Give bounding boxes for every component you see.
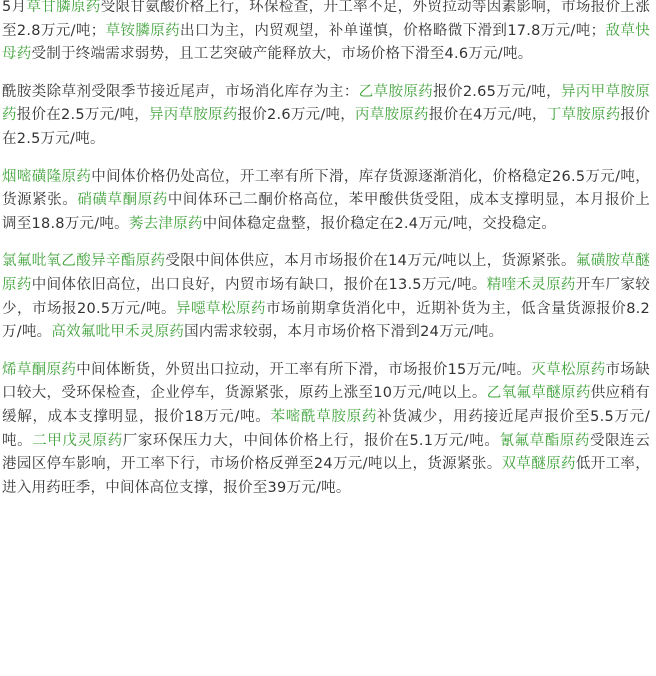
product-name-highlight: 丁草胺原药 (546, 107, 621, 124)
product-name-highlight: 草甘膦原药 (26, 0, 101, 15)
product-name-highlight: 莠去津原药 (128, 215, 203, 232)
body-text: 厂家环保压力大，中间体价格上行，报价在5.1万元/吨。 (122, 432, 500, 449)
product-name-highlight: 苯嘧酰草胺原药 (270, 408, 378, 425)
product-name-highlight: 异噁草松原药 (176, 300, 267, 317)
body-text: 受限中间体供应，本月市场报价在14万元/吨以上，货源紧张。 (165, 253, 576, 270)
product-name-highlight: 敌草快母药 (2, 22, 651, 63)
body-text: 补货减少，用药接近尾声报价至5.5万元/吨。 (2, 408, 650, 449)
product-name-highlight: 精喹禾灵原药 (486, 276, 576, 293)
body-text: 受限甘氨酸价格上行，环保检查，开工率不足，外贸拉动等因素影响，市场报价上涨至2.8万元/吨； (2, 0, 651, 39)
body-text: 报价在2.5万元/吨。 (2, 107, 651, 147)
product-name-highlight: 乙草胺原药 (358, 83, 434, 100)
body-text: 国内需求较弱，本月市场价格下滑到24万元/吨。 (184, 324, 504, 341)
body-text: 出口为主，内贸观望，补单谨慎，价格略微下滑到17.8万元/吨； (180, 22, 606, 39)
paragraph-gap (2, 67, 650, 81)
body-text: 受制于终端需求弱势，且工艺突破产能释放大，市场价格下滑至4.6万元/吨。 (31, 46, 533, 63)
body-text: 报价在2.5万元/吨， (16, 107, 150, 124)
product-name-highlight: 异丙甲草胺原药 (2, 83, 651, 124)
body-text: 中间体依旧高位，出口良好，内贸市场有缺口，报价在13.5万元/吨。 (31, 276, 487, 293)
body-text: 报价2.65万元/吨， (433, 83, 561, 100)
body-text: 供应稍有缓解，成本支撑明显，报价18万元/吨。 (2, 385, 650, 425)
product-name-highlight: 氟磺胺草醚原药 (2, 253, 651, 293)
product-name-highlight: 氰氟草酯原药 (499, 432, 590, 449)
body-text: 中间体价格仍处高位，开工率有所下滑，库存货源逐渐消化，价格稳定26.5万元/吨，货源紧张。 (2, 168, 651, 209)
body-text: 中间体断货，外贸出口拉动，开工率有所下滑，市场报价15万元/吨。 (76, 361, 532, 378)
product-name-highlight: 高效氟吡甲禾灵原药 (51, 324, 185, 341)
paragraph-gap (2, 152, 650, 166)
product-name-highlight: 灭草松原药 (531, 361, 606, 378)
paragraph-amide-herbicides (2, 81, 650, 152)
body-text: 受限连云港园区停车影响，开工率下行，市场价格反弹至24万元/吨以上，货源紧张。 (2, 432, 651, 473)
body-text: 开车厂家较少，市场报20.5万元/吨。 (2, 276, 651, 317)
body-text: 酰胺类除草剂受限季节接近尾声，市场消化库存为主： (2, 83, 359, 100)
paragraph-glyphosate-group (2, 0, 650, 67)
paragraph-nicosulfuron-group (2, 166, 650, 237)
product-name-highlight: 丙草胺原药 (355, 107, 429, 124)
product-name-highlight: 烯草酮原药 (2, 361, 77, 378)
product-name-highlight: 草铵膦原药 (105, 22, 180, 39)
product-name-highlight: 双草醚原药 (501, 456, 576, 473)
body-text: 报价2.6万元/吨， (237, 107, 356, 124)
body-text: 市场前期拿货消化中，近期补货为主，低含量货源报价8.2万/吨。 (2, 300, 651, 341)
body-text: 中间体稳定盘整，报价稳定在2.4万元/吨，交投稳定。 (202, 215, 557, 232)
paragraph-clethodim-group (2, 359, 650, 501)
product-name-highlight: 乙氧氟草醚原药 (486, 385, 591, 402)
product-name-highlight: 烟嘧磺隆原药 (2, 168, 92, 185)
body-text: 市场缺口较大，受环保检查，企业停车，货源紧张，原药上涨至10万元/吨以上。 (2, 361, 651, 402)
product-name-highlight: 二甲戊灵原药 (32, 432, 123, 449)
paragraph-gap (2, 345, 650, 359)
product-name-highlight: 氯氟吡氧乙酸异辛酯原药 (2, 253, 166, 270)
body-text: 低开工率，进入用药旺季，中间体高位支撑，报价至39万元/吨。 (2, 456, 651, 496)
product-name-highlight: 硝磺草酮原药 (77, 192, 168, 209)
body-text: 中间体环己二酮价格高位，苯甲酸供货受阻，成本支撑明显，本月报价上调至18.8万元/吨。 (2, 192, 651, 232)
paragraph-fluroxypyr-group (2, 250, 650, 344)
body-text: 5月 (2, 0, 27, 15)
body-text: 报价在4万元/吨， (428, 107, 547, 124)
paragraph-gap (2, 236, 650, 250)
product-name-highlight: 异丙草胺原药 (149, 107, 238, 124)
